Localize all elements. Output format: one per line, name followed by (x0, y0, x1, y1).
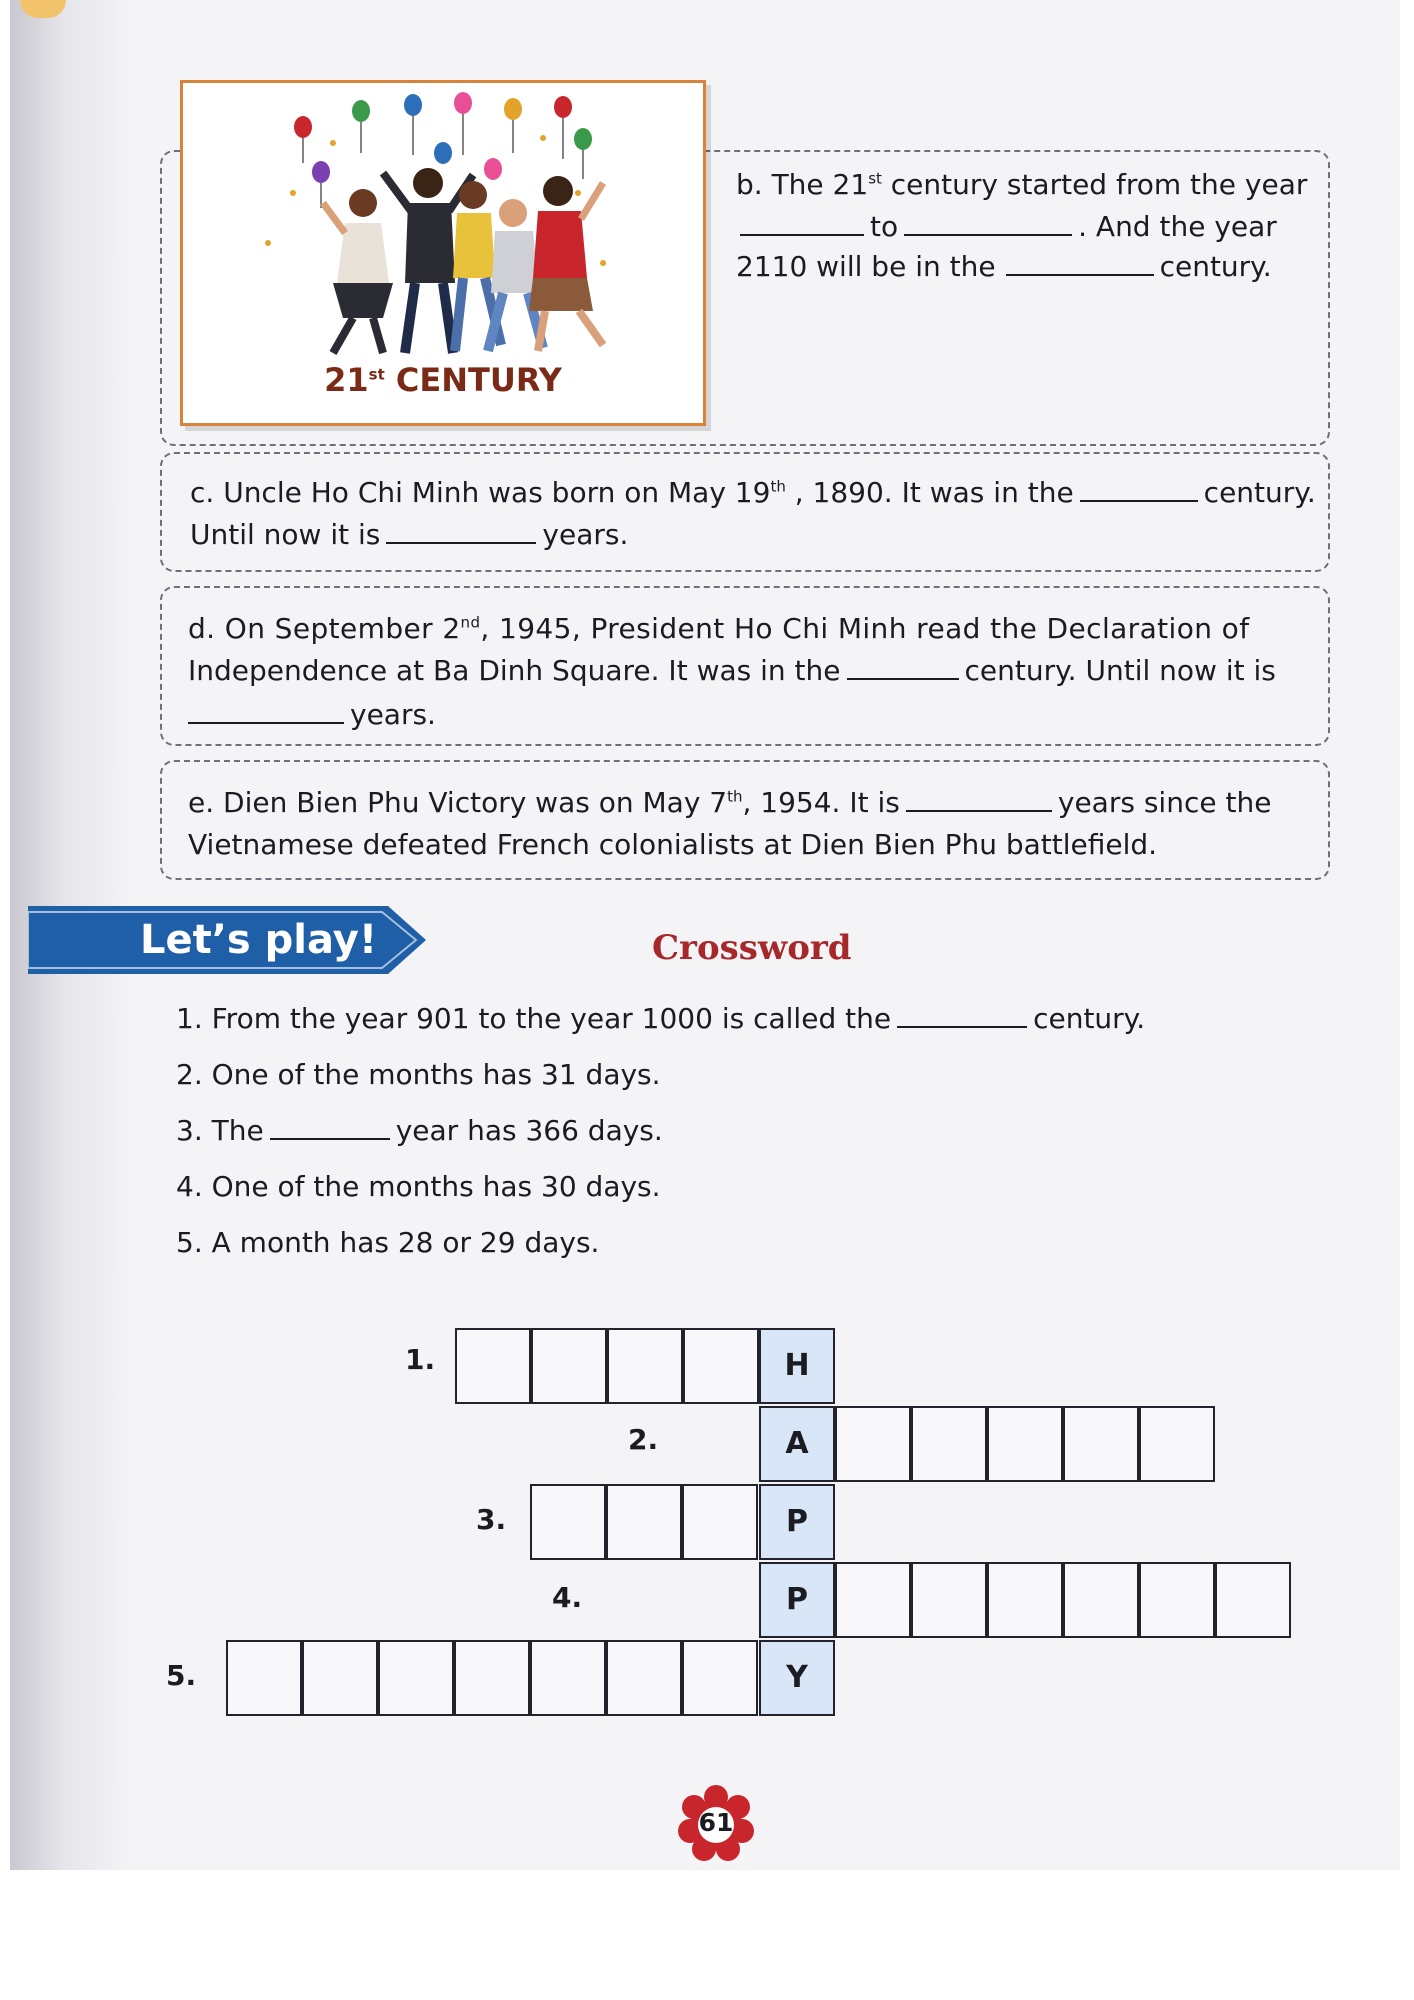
crossword-cell[interactable] (530, 1484, 606, 1560)
crossword-cell[interactable] (1139, 1562, 1215, 1638)
crossword-cell[interactable] (835, 1562, 911, 1638)
crossword-cell[interactable] (987, 1406, 1063, 1482)
crossword-cell[interactable] (302, 1640, 378, 1716)
answer-blank[interactable] (740, 234, 864, 236)
crossword-row-number: 5. (166, 1659, 197, 1692)
exercise-b-line2: to . And the year (740, 206, 1277, 248)
crossword-cell[interactable] (911, 1562, 987, 1638)
crossword-cell[interactable] (683, 1328, 759, 1404)
crossword-key-letter: Y (786, 1660, 808, 1695)
crossword-cell[interactable] (226, 1640, 302, 1716)
crossword-title: Crossword (652, 928, 852, 968)
crossword-cell[interactable] (1063, 1406, 1139, 1482)
crossword-key-letter: A (785, 1426, 809, 1461)
crossword-key-letter: P (786, 1504, 808, 1539)
exercise-e-line2: Vietnamese defeated French colonialists at Dien Bien Phu battlefield. (188, 828, 1158, 861)
crossword-cell[interactable] (607, 1328, 683, 1404)
exercise-b-line3: 2110 will be in the century. (736, 250, 1272, 283)
clue-4: 4. One of the months has 30 days. (176, 1170, 661, 1203)
crossword-row-number: 2. (628, 1423, 659, 1456)
exercise-b-line1: b. The 21st century started from the year (736, 168, 1308, 201)
crossword-cell[interactable] (682, 1484, 758, 1560)
crossword-cell[interactable] (835, 1406, 911, 1482)
illustration-caption: 21st CENTURY (324, 361, 562, 399)
celebration-illustration (180, 80, 706, 426)
exercise-c-line1: c. Uncle Ho Chi Minh was born on May 19th , 1890. It was in the century. (190, 476, 1316, 509)
crossword-row-number: 3. (476, 1503, 507, 1536)
answer-blank[interactable] (188, 722, 344, 724)
answer-blank[interactable] (904, 234, 1072, 236)
answer-blank[interactable] (1080, 500, 1198, 502)
crossword-cell[interactable] (1139, 1406, 1215, 1482)
crossword-cell[interactable] (911, 1406, 987, 1482)
textbook-page (10, 0, 1400, 1870)
crossword-cell[interactable] (987, 1562, 1063, 1638)
exercise-d-line2: Independence at Ba Dinh Square. It was in the century. Until now it is (188, 654, 1276, 687)
clue-1: 1. From the year 901 to the year 1000 is called the century. (176, 1002, 1146, 1035)
crossword-cell[interactable] (1063, 1562, 1139, 1638)
crossword-cell[interactable] (378, 1640, 454, 1716)
exercise-d-line3: years. (188, 694, 436, 736)
clue-2: 2. One of the months has 31 days. (176, 1058, 661, 1091)
crossword-cell[interactable] (531, 1328, 607, 1404)
answer-blank[interactable] (906, 810, 1052, 812)
clue-3: 3. The year has 366 days. (176, 1114, 663, 1147)
crossword-row-number: 1. (405, 1343, 436, 1376)
lets-play-label: Let’s play! (140, 917, 378, 963)
exercise-e-line1: e. Dien Bien Phu Victory was on May 7th, 1954. It is years since the (188, 786, 1272, 819)
clue-5: 5. A month has 28 or 29 days. (176, 1226, 600, 1259)
crossword-key-letter: P (786, 1582, 808, 1617)
exercise-c-line2: Until now it is years. (190, 518, 629, 551)
answer-blank[interactable] (847, 678, 959, 680)
crossword-row-number: 4. (552, 1581, 583, 1614)
crossword-cell[interactable] (682, 1640, 758, 1716)
crossword-cell[interactable] (530, 1640, 606, 1716)
crossword-key-letter: H (784, 1348, 810, 1383)
answer-blank[interactable] (897, 1026, 1027, 1028)
exercise-d-line1: d. On September 2nd, 1945, President Ho Chi Minh read the Declaration of (188, 612, 1250, 645)
page-number: 61 (698, 1808, 734, 1837)
crossword-cell[interactable] (1215, 1562, 1291, 1638)
crossword-cell[interactable] (606, 1484, 682, 1560)
answer-blank[interactable] (1006, 274, 1154, 276)
crossword-cell[interactable] (454, 1640, 530, 1716)
crossword-cell[interactable] (606, 1640, 682, 1716)
answer-blank[interactable] (270, 1138, 390, 1140)
crossword-cell[interactable] (455, 1328, 531, 1404)
celebrating-people-picture (183, 83, 703, 363)
answer-blank[interactable] (386, 542, 536, 544)
